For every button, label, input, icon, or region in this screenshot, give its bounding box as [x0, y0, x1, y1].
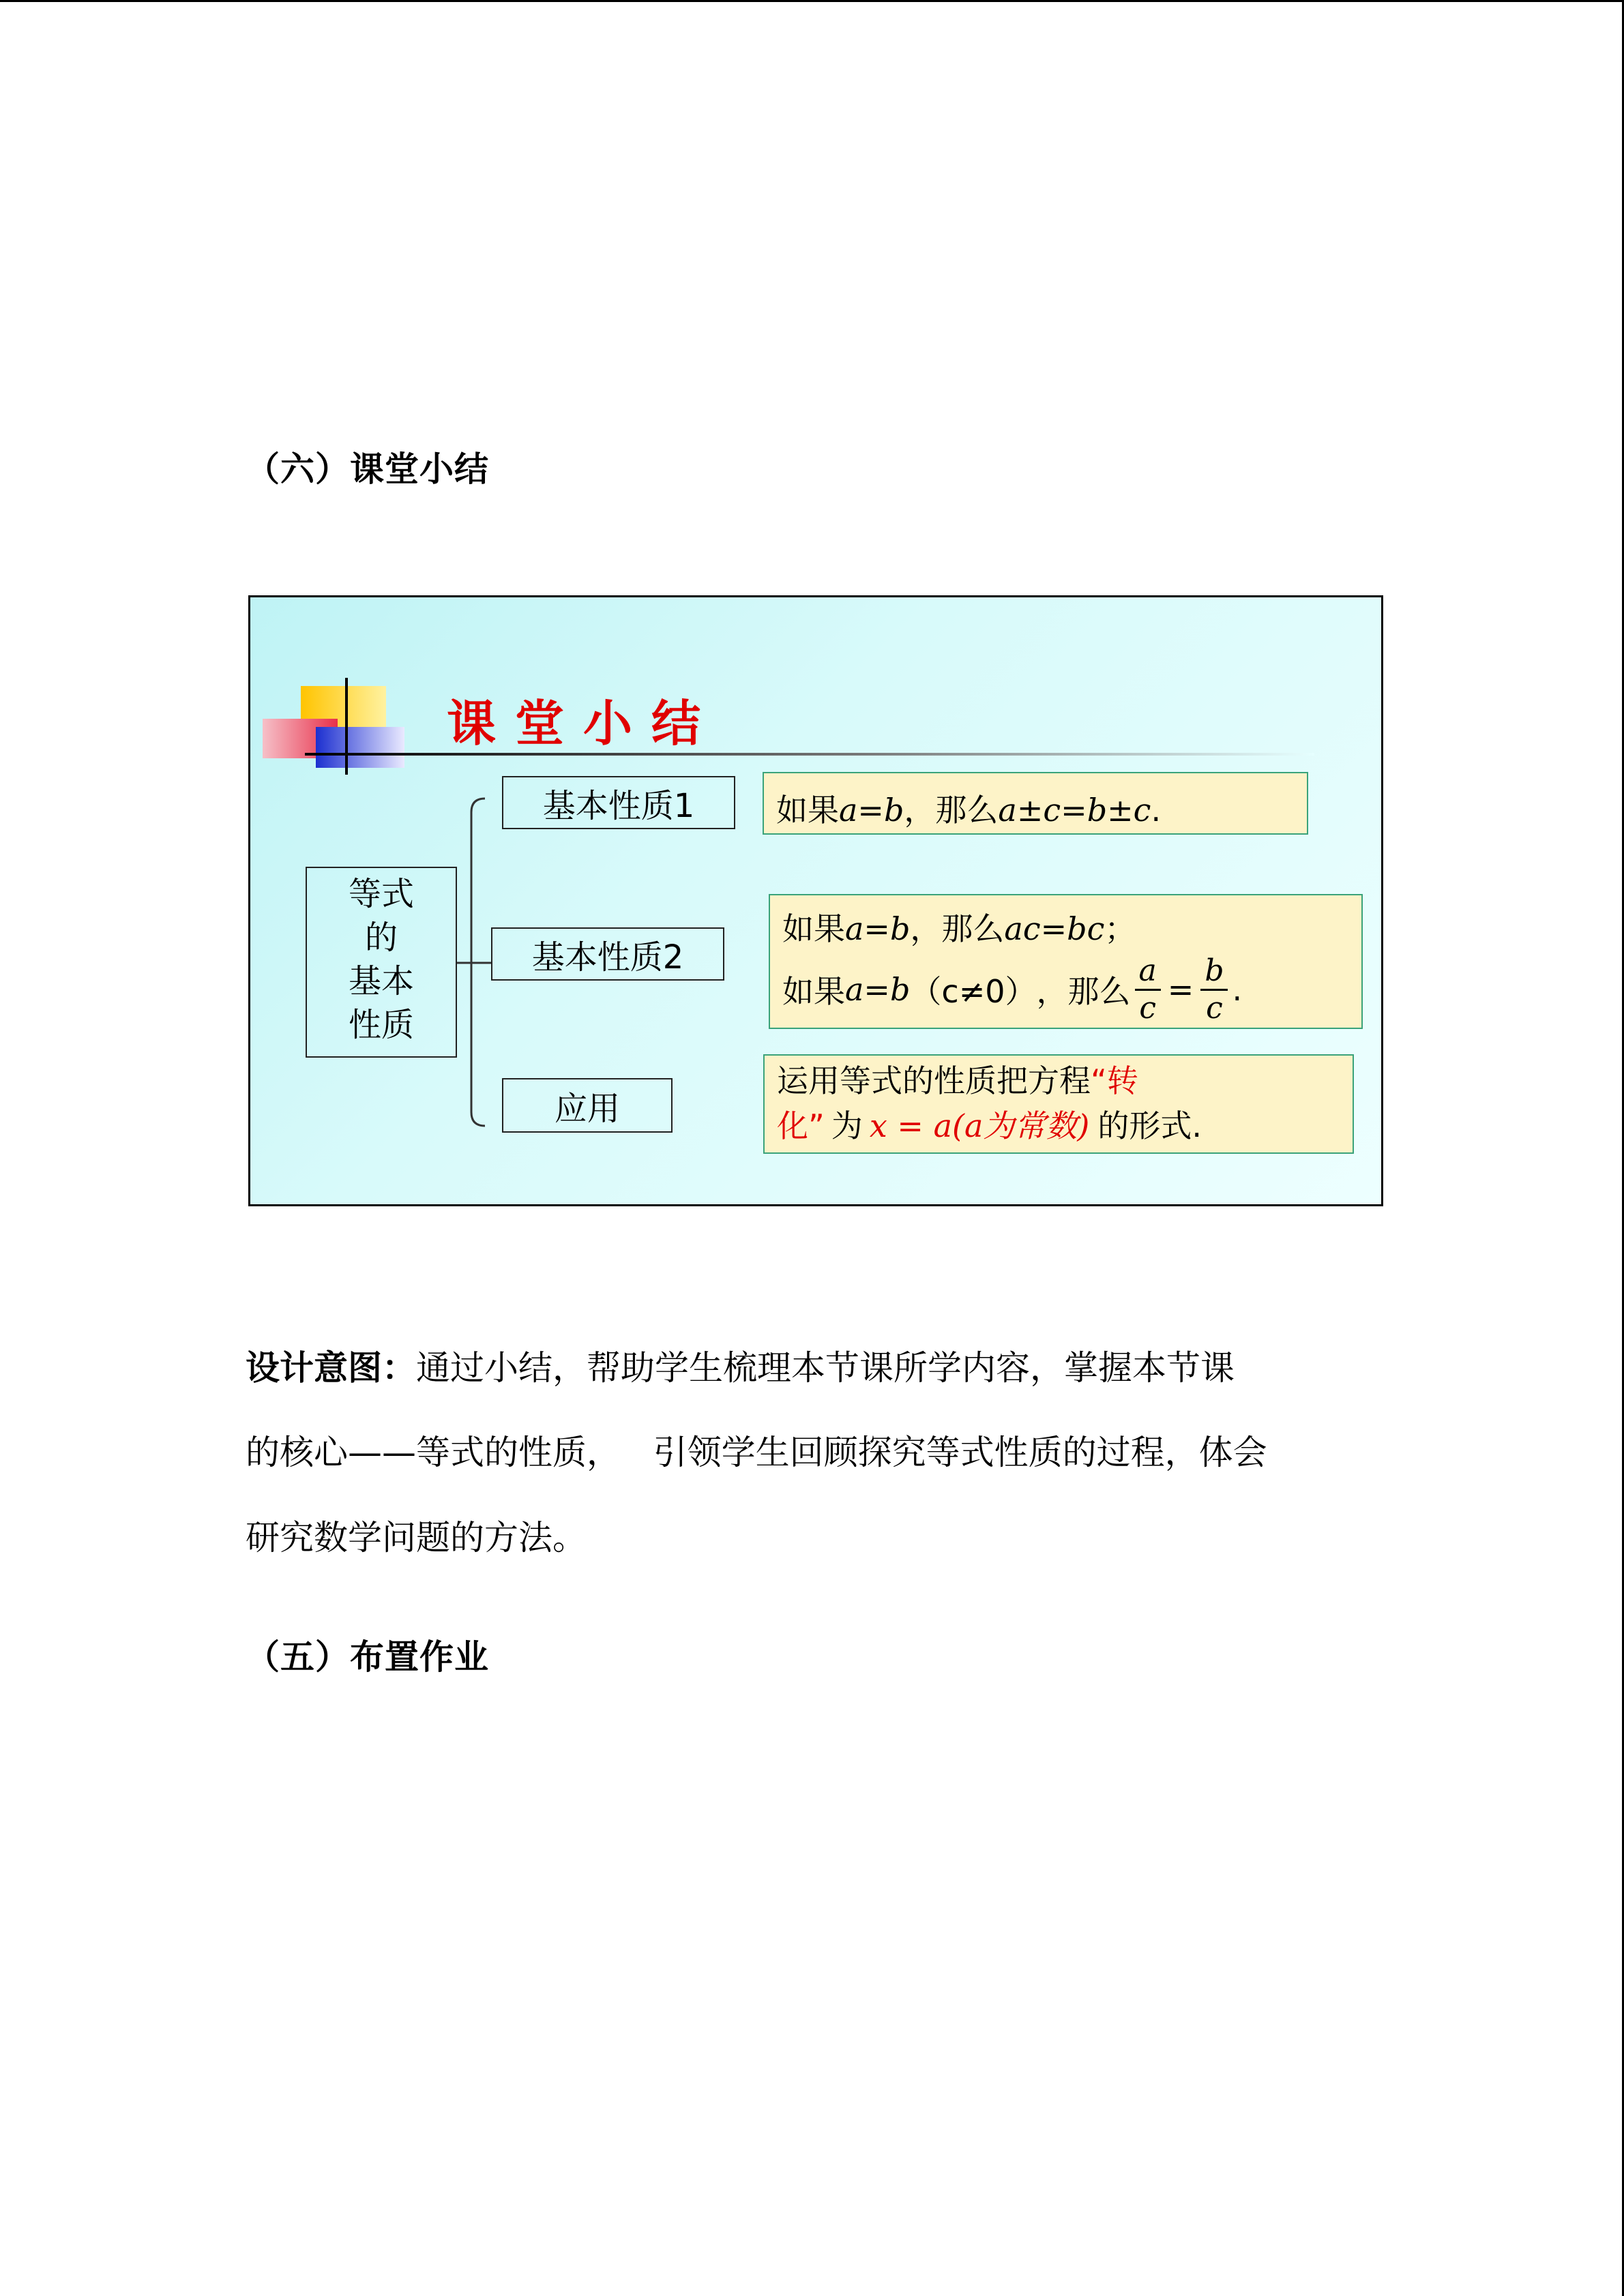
- p2-l1-end: ；: [1104, 910, 1136, 947]
- fraction-a-over-c: [1135, 953, 1161, 1026]
- app-line-1: 运用等式的性质把方程: [777, 1062, 1091, 1099]
- design-intent-line-2: 的核心——等式的性质， 引领学生回顾探究等式性质的过程，体会: [246, 1433, 1267, 1472]
- p1-conclusion: a±c=b±c: [998, 792, 1151, 829]
- frac-a-numerator: a: [1135, 956, 1161, 991]
- p2-l1-condition: a=b: [845, 910, 911, 947]
- branch-property-2-label: 基本性质2: [531, 938, 684, 976]
- p2-l1-then: ，那么: [910, 910, 1005, 947]
- root-line-3: 基本: [348, 962, 414, 1000]
- design-intent-line-3: 研究数学问题的方法。: [246, 1518, 587, 1557]
- fraction-b-over-c: [1200, 953, 1228, 1026]
- design-intent-line-1: [246, 1350, 1235, 1386]
- p2-l2-condition: a=b: [845, 971, 911, 1008]
- p2-l2-nonzero: （c≠0）: [910, 973, 1037, 1010]
- application-statement: [763, 1054, 1354, 1154]
- app-line-2-as: 为: [831, 1107, 863, 1144]
- app-line-1-highlight: “转: [1091, 1062, 1138, 1099]
- root-line-4: 性质: [348, 1006, 414, 1044]
- branch-application-label: 应用: [554, 1089, 620, 1128]
- branch-property-1-label: 基本性质1: [542, 786, 695, 825]
- page-top-rule: [0, 0, 1624, 2]
- app-line-2-highlight: 化”: [777, 1107, 825, 1144]
- p2-equals: =: [1167, 971, 1194, 1008]
- p2-l1-prefix: 如果: [782, 910, 845, 947]
- section-heading-summary: （六）课堂小结: [246, 449, 489, 489]
- app-formula: x = a(a为常数): [869, 1107, 1090, 1144]
- slide-title: 课堂小结: [447, 695, 720, 752]
- summary-slide-figure: [248, 595, 1383, 1206]
- p1-end: .: [1151, 792, 1162, 829]
- p1-then: ，那么: [904, 792, 999, 829]
- p2-l2-prefix: 如果: [782, 973, 845, 1010]
- branch-application: [502, 1078, 673, 1133]
- branch-property-1: [502, 776, 735, 829]
- root-line-1: 等式: [348, 875, 414, 913]
- property-1-statement: [763, 772, 1308, 835]
- p2-l2-end: .: [1232, 971, 1243, 1008]
- p2-l1-conclusion: ac=bc: [1004, 910, 1105, 947]
- p1-condition: a=b: [839, 792, 904, 829]
- design-intent-text-1: 通过小结，帮助学生梳理本节课所学内容，掌握本节课: [416, 1348, 1235, 1388]
- branch-property-2: [491, 927, 724, 981]
- design-intent-colon: ：: [382, 1348, 416, 1388]
- frac-b-denominator: c: [1206, 990, 1223, 1026]
- section-heading-homework: （五）布置作业: [246, 1637, 489, 1677]
- app-line-2-end: 的形式.: [1097, 1107, 1202, 1144]
- property-2-statement: [769, 894, 1363, 1029]
- root-line-2: 的: [364, 919, 398, 957]
- p1-prefix: 如果: [776, 792, 839, 829]
- p2-l2-then: ，那么: [1036, 973, 1131, 1010]
- frac-b-numerator: b: [1200, 956, 1228, 991]
- frac-a-denominator: c: [1139, 990, 1156, 1026]
- design-intent-label: 设计意图: [246, 1348, 382, 1388]
